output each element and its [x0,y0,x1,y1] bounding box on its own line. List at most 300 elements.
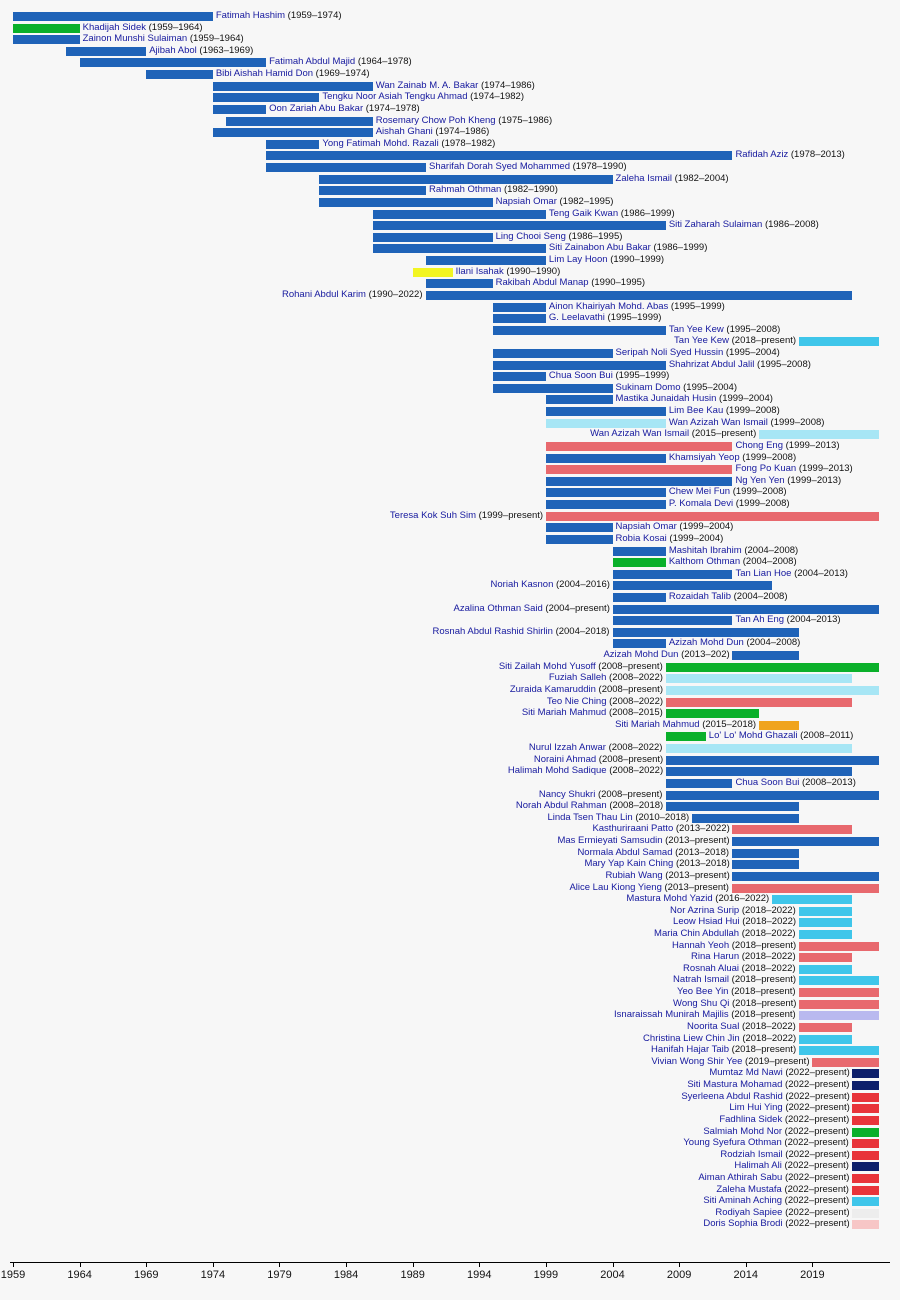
chart-bar [852,1069,879,1078]
axis-tick [479,1262,480,1267]
chart-bar [799,1000,879,1009]
bar-label-years: (1999–2004) [719,393,773,405]
bar-label-name: Mumtaz Md Nawi [709,1067,786,1079]
chart-bar [852,1220,879,1229]
chart-bar-label [216,10,342,21]
bar-label-years: (2018–2022) [741,1020,796,1032]
bar-label-name: Christina Liew Chin Jin [643,1032,743,1044]
chart-bar-label [669,324,780,335]
bar-label-years: (1959–1964) [189,33,244,45]
chart-bar-label [709,730,853,741]
chart-row [0,185,900,196]
chart-bar [666,698,853,707]
bar-label-name: Siti Zailah Mohd Yusoff [498,660,599,672]
bar-label-name: Yong Fatimah Mohd. Razali [322,137,442,149]
bar-label-name: Chua Soon Bui [735,776,802,788]
chart-bar [426,291,852,300]
chart-bar-label [735,475,841,486]
chart-row [0,801,900,812]
chart-row [0,267,900,278]
chart-bar [799,1023,852,1032]
bar-label-name: Fatimah Hashim [215,10,288,21]
chart-row [0,755,900,766]
chart-bar-label [592,823,729,834]
chart-bar-label [703,1195,849,1206]
bar-label-name: Nor Azrina Surip [670,904,742,916]
chart-bar [266,140,319,149]
bar-label-years: (2022–present) [784,1113,850,1125]
bar-label-name: Azizah Mohd Dun [603,649,682,661]
chart-bar-label [670,905,796,916]
bar-label-years: (2013–2022) [675,823,730,835]
chart-bar-label [616,382,737,393]
bar-label-name: Syerleena Abdul Rashid [681,1090,786,1102]
bar-label-name: Noraini Ahmad [533,753,599,765]
chart-bar-label [516,800,663,811]
chart-bar [213,105,266,114]
bar-label-name: Vivian Wong Shir Yee [651,1055,746,1067]
bar-label-name: Rodziah Ismail [720,1148,786,1160]
chart-bar [613,558,666,567]
chart-bar [666,802,799,811]
chart-bar [13,35,80,44]
bar-label-name: Kalthom Othman [668,556,743,568]
bar-label-name: Napsiah Omar [615,521,680,533]
bar-label-years: (2018–present) [731,974,797,986]
bar-label-years: (2022–present) [785,1148,850,1160]
chart-row [0,1161,900,1172]
bar-label-name: Wan Zainab M. A. Bakar [375,79,481,91]
chart-bar [493,384,613,393]
bar-label-name: Fatimah Abdul Majid [269,56,358,68]
bar-label-years: (1999–2013) [798,463,853,475]
chart-bar [66,47,146,56]
chart-row [0,1115,900,1126]
bar-label-name: Seripah Noli Syed Hussin [615,346,726,358]
bar-label-name: Chew Mei Fun [668,486,733,498]
bar-label-years: (2022–present) [785,1218,850,1230]
chart-bar-label [376,126,490,137]
axis-tick [746,1262,747,1267]
chart-bar-label [674,335,796,346]
chart-row [0,1092,900,1103]
chart-row [0,1010,900,1021]
chart-bar [666,791,879,800]
bar-label-years: (2022–present) [785,1067,850,1079]
chart-bar [493,349,613,358]
bar-label-name: Norah Abdul Rahman [515,800,610,812]
chart-bar [546,535,613,544]
bar-label-name: Rina Harun [691,951,742,963]
chart-bar [759,430,879,439]
bar-label-name: Salmiah Mohd Nor [703,1125,785,1137]
chart-bar [732,849,799,858]
chart-bar [666,674,853,683]
bar-label-name: Ling Chooi Seng [495,230,569,242]
bar-label-name: Azizah Mohd Dun [668,637,747,649]
chart-bar-label [669,405,780,416]
bar-label-years: (2008–present) [598,753,664,765]
bar-label-years: (2022–present) [784,1137,849,1149]
bar-label-name: Sharifah Dorah Syed Mohammed [429,161,573,173]
chart-bar [373,244,546,253]
chart-bar-label [216,68,370,79]
bar-label-name: Normala Abdul Samad [577,846,676,858]
chart-row [0,975,900,986]
bar-label-name: Rosemary Chow Poh Kheng [375,114,499,126]
bar-label-name: Ilani Isahak [455,265,507,277]
chart-bar-label [669,486,787,497]
chart-bar-label [716,1184,849,1195]
chart-bar-label [687,1021,796,1032]
bar-label-name: Rubiah Wang [605,869,666,881]
chart-bar-label [698,1172,849,1183]
chart-bar-label [735,463,852,474]
bar-label-years: (1974–1986) [480,79,535,91]
bar-label-years: (1999–2013) [785,439,840,451]
chart-row [0,360,900,371]
bar-label-years: (1982–2004) [674,172,729,184]
chart-bar-label [654,928,796,939]
chart-row [0,162,900,173]
chart-bar [666,732,706,741]
chart-row [0,243,900,254]
chart-bar-label [269,56,412,67]
chart-row [0,1150,900,1161]
bar-label-years: (2015–2018) [702,718,757,730]
chart-bar [146,70,213,79]
bar-label-years: (2018–present) [731,1009,796,1021]
bar-label-name: Noriah Kasnon [490,579,557,591]
chart-bar [666,744,853,753]
chart-row [0,987,900,998]
chart-bar-label [529,742,663,753]
chart-bar [799,988,879,997]
bar-label-name: Siti Mariah Mahmud [521,707,609,719]
bar-label-years: (2013–present) [665,835,730,847]
bar-label-years: (2008–present) [598,660,663,672]
chart-bar-label [549,242,707,253]
chart-row [0,92,900,103]
chart-bar [692,814,799,823]
chart-bar-label [454,603,610,614]
chart-bar [799,953,852,962]
bar-label-years: (2013–2018) [675,846,730,858]
chart-bar-label [605,870,729,881]
chart-bar-label [735,614,840,625]
chart-bar [799,907,852,916]
chart-bar-label [616,533,724,544]
bar-label-years: (2018–2022) [742,916,797,928]
chart-bar-label [615,719,756,730]
x-axis [0,1262,900,1300]
chart-bar-label [669,452,796,463]
chart-row [0,174,900,185]
chart-bar [852,1128,879,1137]
bar-label-years: (1999–2008) [735,498,790,510]
chart-row [0,917,900,928]
bar-label-name: Lo' Lo' Mohd Ghazali [708,730,801,742]
bar-label-name: Aishah Ghani [375,126,436,138]
chart-bar [799,942,879,951]
chart-bar-label [669,591,788,602]
bar-label-name: Alice Lau Kiong Yieng [569,881,665,893]
chart-bar-label [534,754,663,765]
bar-label-name: Hannah Yeoh [672,939,732,951]
chart-row [0,883,900,894]
bar-label-name: Bibi Aishah Hamid Don [215,68,316,80]
chart-row [0,906,900,917]
chart-row [0,662,900,673]
chart-row [0,406,900,417]
bar-label-name: Shahrizat Abdul Jalil [668,358,758,370]
bar-label-years: (2008–2022) [609,672,663,684]
bar-label-years: (2004–2013) [794,567,848,579]
bar-label-years: (2013–present) [665,869,730,881]
chart-row [0,476,900,487]
chart-bar-label [491,579,610,590]
chart-bar [852,1151,879,1160]
chart-bar-label [683,1137,849,1148]
bar-label-years: (2008–present) [598,683,663,695]
chart-bar [613,628,800,637]
chart-bar [799,965,852,974]
bar-label-name: Zaleha Mustafa [716,1183,785,1195]
axis-tick-label: 2014 [733,1269,759,1281]
chart-bar [319,198,492,207]
chart-bar [13,24,80,33]
bar-label-years: (2018–present) [731,1044,797,1056]
axis-tick [13,1262,14,1267]
chart-bar-label [651,1044,796,1055]
bar-label-name: Siti Zainabon Abu Bakar [548,242,654,254]
chart-bar-label [590,428,756,439]
chart-row [0,999,900,1010]
bar-label-name: Fadhlina Sidek [719,1113,785,1125]
chart-bar [546,407,666,416]
chart-bar [546,523,613,532]
chart-bar-label [703,1126,849,1137]
chart-row [0,464,900,475]
bar-label-name: Halimah Mohd Sadique [507,765,610,777]
chart-bar [266,151,732,160]
bar-label-years: (1995–2004) [725,346,780,358]
chart-bar [546,488,666,497]
chart-row [0,824,900,835]
axis-tick [213,1262,214,1267]
chart-row [0,441,900,452]
chart-bar [373,233,493,242]
axis-tick [279,1262,280,1267]
chart-bar-label [719,1114,849,1125]
chart-row [0,859,900,870]
chart-row [0,790,900,801]
chart-bar-label [547,812,689,823]
chart-bar [546,442,733,451]
axis-tick [413,1262,414,1267]
chart-row [0,1034,900,1045]
bar-label-years: (2008–2015) [608,707,663,719]
bar-label-years: (2008–present) [597,788,663,800]
bar-label-years: (2022–present) [784,1160,849,1172]
chart-bar-label [673,916,796,927]
chart-bar-label [456,266,561,277]
chart-bar-label [547,696,663,707]
chart-row [0,371,900,382]
chart-bar-label [83,22,203,33]
bar-label-name: Zuraida Kamaruddin [509,683,599,695]
chart-bar [546,395,613,404]
axis-tick [546,1262,547,1267]
chart-bar-label [651,1056,809,1067]
bar-label-years: (2004–2008) [746,637,801,649]
chart-row [0,964,900,975]
chart-bar-label [322,138,495,149]
chart-row [0,209,900,220]
bar-label-name: Ainon Khairiyah Mohd. Abas [548,300,671,312]
bar-label-name: Leow Hsiad Hui [673,916,743,928]
bar-label-years: (2018–2022) [741,927,796,939]
bar-label-years: (2022–present) [784,1125,850,1137]
chart-bar [666,663,879,672]
chart-bar-label [677,986,796,997]
chart-bar [493,326,666,335]
bar-label-years: (1959–1964) [148,21,203,33]
bar-label-name: Nurul Izzah Anwar [528,742,609,754]
axis-tick-label: 1979 [267,1269,292,1281]
axis-tick [146,1262,147,1267]
bar-label-years: (2004–2016) [556,579,610,591]
bar-label-name: Khadijah Sidek [82,21,149,33]
chart-row [0,1196,900,1207]
bar-label-name: Ajibah Abol [149,44,200,56]
bar-label-name: Oon Zariah Abu Bakar [269,102,366,114]
bar-label-name: Kasthuriraani Patto [592,823,676,835]
chart-row [0,139,900,150]
bar-label-years: (2018–present) [731,939,797,951]
chart-row [0,941,900,952]
chart-row [0,290,900,301]
bar-label-years: (1982–1995) [559,195,614,207]
chart-bar [373,221,666,230]
chart-row [0,557,900,568]
chart-row [0,511,900,522]
axis-tick-label: 2009 [666,1269,692,1281]
bar-label-name: Tan Yee Kew [668,323,727,335]
bar-label-years: (1986–2008) [764,219,819,231]
bar-label-name: Isnaraissah Munirah Majilis [614,1009,732,1021]
chart-bar [666,756,879,765]
bar-label-name: Sukinam Domo [615,381,684,393]
chart-bar [413,268,453,277]
bar-label-name: Fuziah Salleh [548,672,610,684]
axis-tick [812,1262,813,1267]
chart-bar-label [549,370,669,381]
bar-label-years: (1986–1999) [620,207,675,219]
bar-label-name: Aiman Athirah Sabu [698,1172,785,1183]
bar-label-name: Robia Kosai [615,532,670,544]
chart-bar-label [669,498,790,509]
chart-bar-label [496,196,614,207]
chart-bar-label [734,1160,849,1171]
chart-bar-label [549,672,663,683]
chart-bar-label [549,312,662,323]
bar-label-years: (1995–2008) [726,323,781,335]
bar-label-years: (1974–1978) [365,102,420,114]
chart-bar-label [549,254,664,265]
chart-bar [546,512,879,521]
bar-label-years: (1963–1969) [199,44,254,56]
chart-bar-label [643,1033,796,1044]
bar-label-name: Siti Mastura Mohamad [687,1079,786,1091]
chart-row [0,1045,900,1056]
chart-bar-label [429,161,627,172]
bar-label-name: Rodiyah Sapiee [715,1206,786,1218]
bar-label-years: (2004–2013) [786,614,841,626]
chart-bar-label [149,45,253,56]
chart-row [0,1103,900,1114]
chart-bar-label [577,847,729,858]
bar-label-name: Wan Azizah Wan Ismail [668,416,771,428]
chart-row [0,778,900,789]
chart-bar-label [729,1102,849,1113]
axis-tick-label: 1964 [67,1269,92,1281]
chart-row [0,743,900,754]
chart-row [0,871,900,882]
chart-bar-label [673,974,796,985]
chart-row [0,1138,900,1149]
chart-row [0,57,900,68]
chart-row [0,836,900,847]
chart-bar [799,1035,852,1044]
chart-row [0,69,900,80]
bar-label-years: (2018–2022) [741,951,796,963]
axis-tick [679,1262,680,1267]
bar-label-years: (2004–2008) [744,544,799,556]
chart-bar [493,314,546,323]
bar-label-years: (1995–1999) [607,312,662,324]
chart-bar [666,767,853,776]
bar-label-years: (2022–present) [785,1090,850,1102]
bar-label-name: P. Komala Devi [668,498,736,510]
bar-label-name: Mastika Junaidah Husin [615,393,720,405]
bar-label-name: Rakibah Abdul Manap [495,277,592,289]
chart-row [0,220,900,231]
bar-label-years: (2018–present) [731,986,796,998]
bar-label-name: Chua Soon Bui [548,370,616,382]
bar-label-years: (2016–2022) [715,893,770,905]
chart-row [0,429,900,440]
chart-bar-label [709,1067,849,1078]
chart-row [0,522,900,533]
bar-label-name: Wong Shu Qi [673,997,733,1009]
chart-row [0,1057,900,1068]
chart-row [0,46,900,57]
bar-label-name: Yeo Bee Yin [677,986,732,998]
chart-bar-label [614,1009,796,1020]
chart-bar-label [616,393,773,404]
chart-bar [799,930,852,939]
bar-label-years: (2018–present) [731,335,797,347]
bar-label-name: Azalina Othman Said [453,602,546,614]
chart-row [0,685,900,696]
bar-label-years: (2015–present) [691,428,757,440]
chart-row [0,650,900,661]
chart-row [0,546,900,557]
bar-label-years: (1990–2022) [368,288,423,300]
bar-label-name: Young Syefura Othman [683,1137,785,1149]
axis-line [10,1262,890,1263]
